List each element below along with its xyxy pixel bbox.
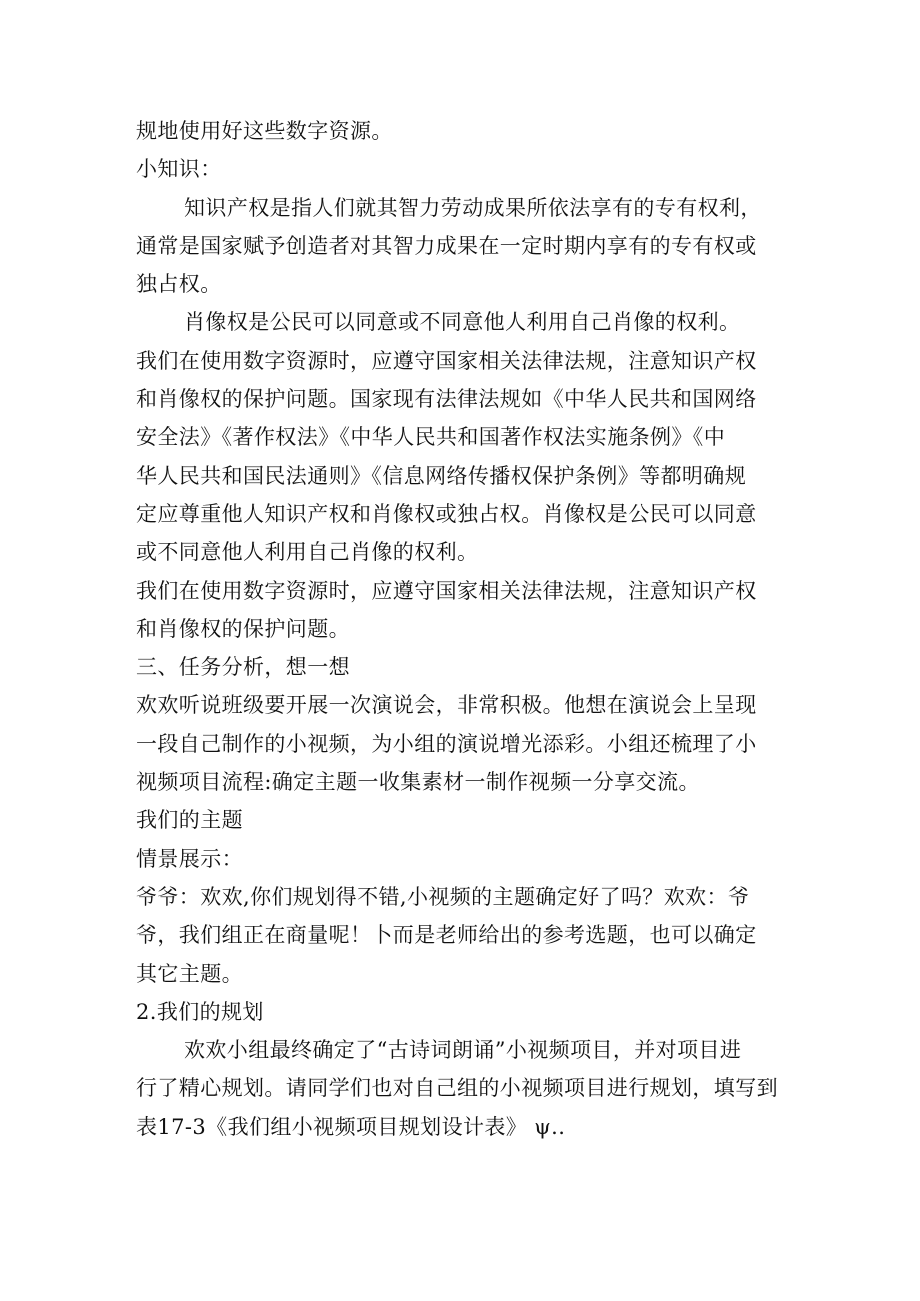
text-line: 视频项目流程:确定主题一收集素材一制作视频一分享交流。 <box>136 770 700 795</box>
section-heading: 我们的主题 <box>136 808 243 833</box>
text-line: 独占权。 <box>136 272 222 297</box>
document-body <box>136 112 786 1146</box>
text-line: 行了精心规划。请同学们也对自己组的小视频项目进行规划，填写到 <box>136 1076 778 1101</box>
text-line: 规地使用好这些数字资源。 <box>136 119 393 143</box>
text-line: 或不同意他人利用自己肖像的权利。 <box>136 540 479 565</box>
text-line: 欢欢听说班级要开展一次演说会，非常积极。他想在演说会上呈现 <box>136 693 757 718</box>
text-line: 一段自己制作的小视频，为小组的演说增光添彩。小组还梳理了小 <box>136 731 757 756</box>
text-line: 其它主题。 <box>136 961 243 986</box>
section-label: 情景展示： <box>136 846 243 871</box>
section-heading: 2.我们的规划 <box>136 999 264 1024</box>
text-line: 欢欢小组最终确定了“古诗词朗诵”小视频项目，并对项目进 <box>184 1038 742 1063</box>
text-line: 和肖像权的保护问题。 <box>136 616 350 641</box>
section-label: 小知识： <box>136 157 222 182</box>
text-line: 我们在使用数字资源时，应遵守国家相关法律法规，注意知识产权 <box>136 348 757 373</box>
text-line: 肖像权是公民可以同意或不同意他人利用自己肖像的权利。 <box>184 310 741 335</box>
text-line: 定应尊重他人知识产权和肖像权或独占权。肖像权是公民可以同意 <box>136 501 757 526</box>
text-line: 爷爷：欢欢,你们规划得不错,小视频的主题确定好了吗？欢欢：爷 <box>136 884 750 909</box>
text-line: 知识产权是指人们就其智力劳动成果所依法享有的专有权利， <box>184 195 762 220</box>
text-line: 安全法》《著作权法》《中华人民共和国著作权法实施条例》《中 <box>136 425 726 450</box>
section-heading: 三、任务分析，想一想 <box>136 655 350 680</box>
text-line: 我们在使用数字资源时，应遵守国家相关法律法规，注意知识产权 <box>136 578 757 603</box>
text-line: 爷，我们组正在商量呢！卜而是老师给出的参考选题，也可以确定 <box>136 923 757 948</box>
text-line: 表17-3《我们组小视频项目规划设计表》 ψ.. <box>136 1114 566 1139</box>
text-line: 和肖像权的保护问题。国家现有法律法规如《中华人民共和国网络 <box>136 387 757 412</box>
text-line: 华人民共和国民法通则》《信息网络传播权保护条例》等都明确规 <box>136 463 747 488</box>
text-line: 通常是国家赋予创造者对其智力成果在一定时期内享有的专有权或 <box>136 233 757 258</box>
